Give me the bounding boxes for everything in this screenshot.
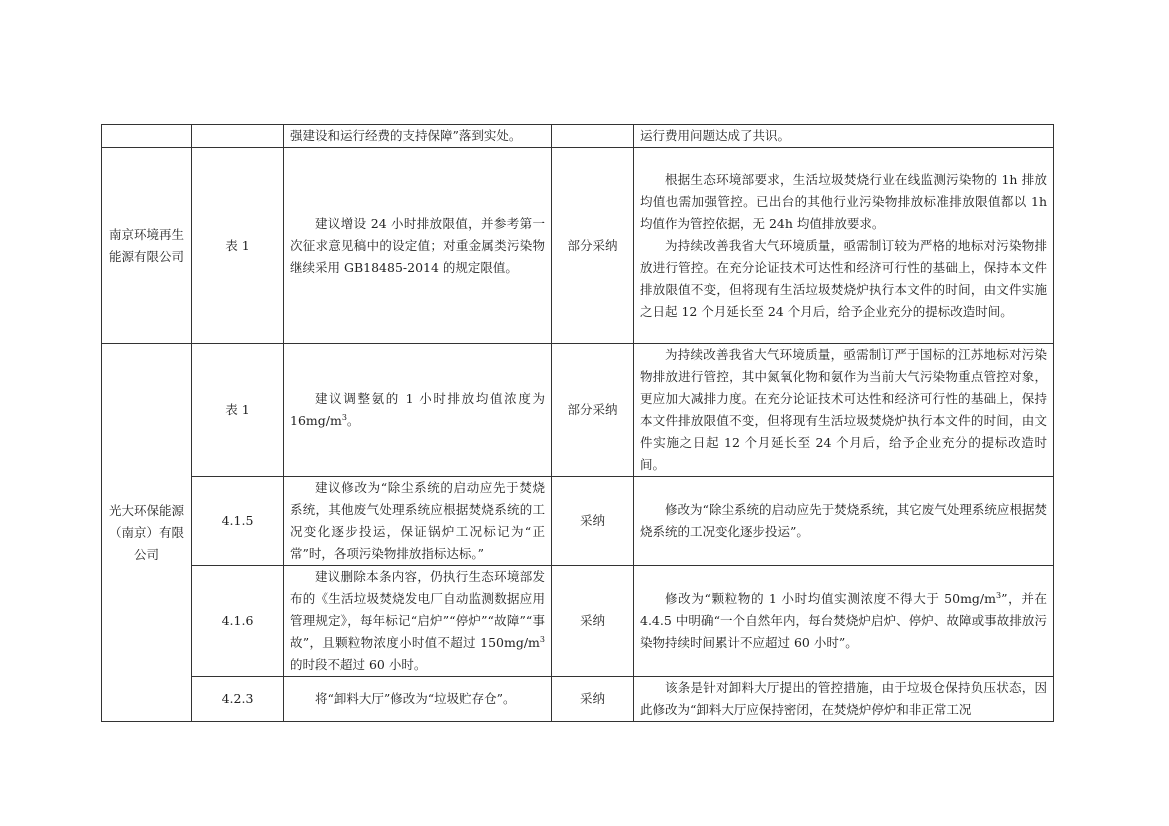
table-row [102,344,1054,477]
superscript: 3 [341,412,347,422]
reply-paragraph: 为持续改善我省大气环境质量，亟需制订严于国标的江苏地标对污染物排放进行管控，其中氮氧化物和氨作为当前大气污染物重点管控对象，更应加大减排力度。在充分论证技术可达性和经济可行性的基础上，保持本文件排放限值不变，但将现有生活垃圾焚烧炉执行本文件的时间，由文件实施之日起 12 个月延长至 24 个月后，给予企业充分的提标改造时间。 [640,347,1047,472]
reply-text-main: 修改为“颗粒物的 1 小时均值实测浓度不得大于 50mg/m [665,591,997,606]
table-row [102,125,1054,148]
reply-paragraph: 为持续改善我省大气环境质量，亟需制订较为严格的地标对污染物排放进行管控。在充分论证技术可达性和经济可行性的基础上，保持本文件排放限值不变，但将现有生活垃圾焚烧炉执行本文件的时间，由文件实施之日起 12 个月延长至 24 个月后，给予企业充分的提标改造时间。 [640,237,1047,319]
opinion-text-end: 。 [346,413,360,428]
opinion-text-end: 的时段不超过 60 小时。 [290,657,427,672]
status-cell: 部分采纳 [552,148,634,344]
opinion-text-main: 建议删除本条内容，仍执行生态环境部发布的《生活垃圾焚烧发电厂自动监测数据应用管理规定》，每年标记“启炉”“停炉”“故障”“事故”，且颗粒物浓度小时值不超过 150mg/m [290,569,545,650]
table-row [102,566,1054,677]
unit-cell: 南京环境再生能源有限公司 [102,148,192,344]
reply-text-end: ”，并在 4.4.5 中明确“一个自然年内，每台焚烧炉启炉、停炉、故障或事故排放污染物持续时间累计不应超过 60 小时”。 [640,591,1048,650]
clause-cell [192,125,284,148]
opinion-text: 建议修改为“除尘系统的启动应先于焚烧系统，其他废气处理系统应根据焚烧系统的工况变化逐步投运，保证锅炉工况标记为“正常”时，各项污染物排放指标达标。” [290,480,545,561]
comment-table [101,124,1054,722]
opinion-cell [284,566,552,677]
opinion-text [290,388,545,432]
reply-text: 运行费用问题达成了共识。 [640,128,791,143]
unit-cell [102,125,192,148]
unit-cell: 光大环保能源（南京）有限公司 [102,344,192,722]
table-row [102,477,1054,566]
clause-cell: 表 1 [192,148,284,344]
superscript: 3 [539,634,545,644]
reply-cell [634,677,1054,722]
clause-cell: 4.2.3 [192,677,284,722]
reply-paragraph: 修改为“除尘系统的启动应先于焚烧系统，其它废气处理系统应根据焚烧系统的工况变化逐步投运”。 [640,502,1047,539]
opinion-text: 强建设和运行经费的支持保障”落到实处。 [290,128,522,143]
status-cell: 采纳 [552,677,634,722]
clause-cell: 4.1.5 [192,477,284,566]
reply-cell [634,148,1054,344]
reply-paragraph: 根据生态环境部要求，生活垃圾焚烧行业在线监测污染物的 1h 排放均值也需加强管控。已出台的其他行业污染物排放标准排放限值都以 1h 均值作为管控依据，无 24h 均值排放要求。 [640,171,1047,231]
reply-cell [634,344,1054,477]
reply-paragraph [640,588,1047,654]
opinion-cell [284,344,552,477]
status-cell: 部分采纳 [552,344,634,477]
reply-cell [634,477,1054,566]
reply-paragraph: 该条是针对卸料大厅提出的管控措施，由于垃圾仓保持负压状态，因此修改为“卸料大厅应保持密闭，在焚烧炉停炉和非正常工况 [640,680,1047,717]
opinion-cell [284,125,552,148]
superscript: 3 [996,590,1002,600]
status-cell [552,125,634,148]
opinion-text: 建议增设 24 小时排放限值，并参考第一次征求意见稿中的设定值；对重金属类污染物继续采用 GB18485-2014 的规定限值。 [290,215,545,275]
opinion-text: 将“卸料大厅”修改为“垃圾贮存仓”。 [315,691,516,706]
opinion-cell [284,677,552,722]
status-cell: 采纳 [552,566,634,677]
clause-cell: 表 1 [192,344,284,477]
clause-cell: 4.1.6 [192,566,284,677]
reply-cell [634,125,1054,148]
reply-cell [634,566,1054,677]
status-cell: 采纳 [552,477,634,566]
opinion-text [290,566,545,676]
opinion-cell [284,477,552,566]
table-row [102,148,1054,344]
opinion-cell [284,148,552,344]
table-row [102,677,1054,722]
opinion-text-main: 建议调整氨的 1 小时排放均值浓度为 16mg/m [290,391,545,428]
